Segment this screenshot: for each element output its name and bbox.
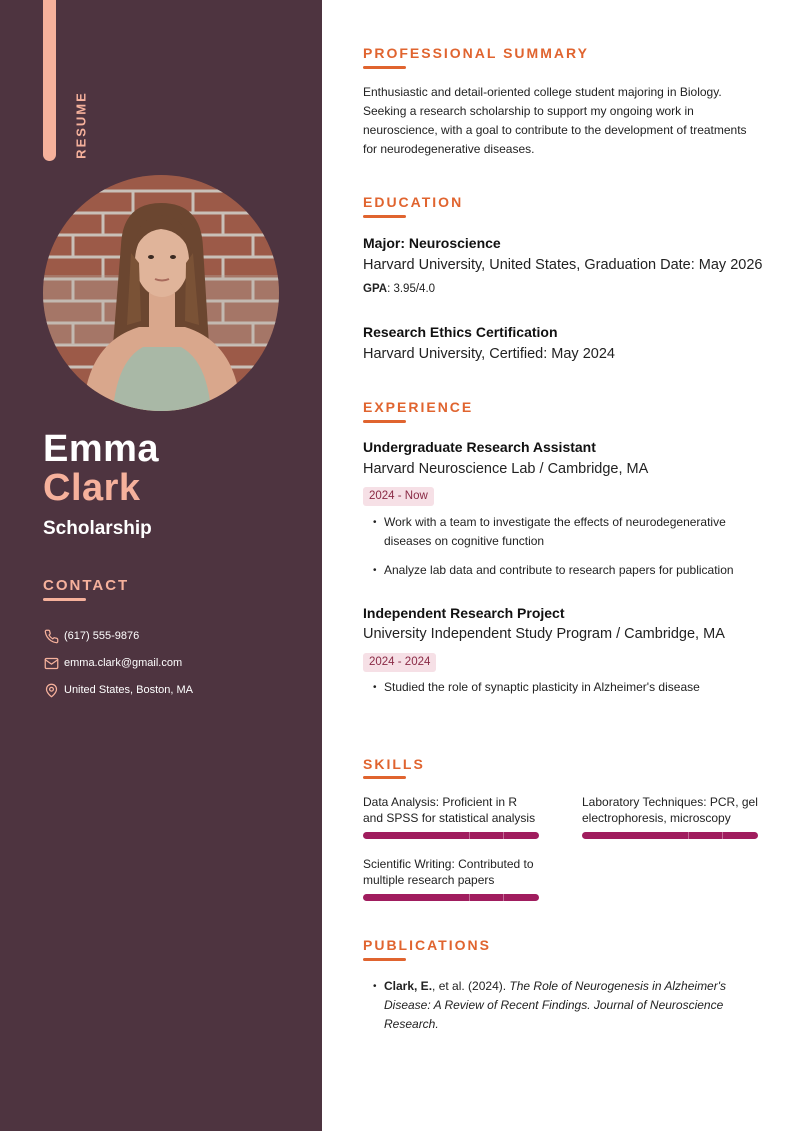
publication-author: Clark, E.	[384, 979, 433, 993]
last-name: Clark	[43, 467, 141, 509]
first-name: Emma	[43, 428, 160, 470]
experience-item-title: Undergraduate Research Assistant	[363, 439, 596, 455]
contact-location	[43, 681, 193, 699]
gpa-label: GPA	[363, 283, 388, 295]
phone-icon	[43, 628, 59, 644]
publication-details: , et al. (2024).	[432, 979, 510, 993]
experience-item-sub: Harvard Neuroscience Lab / Cambridge, MA	[363, 461, 649, 477]
gpa-line	[363, 283, 435, 295]
location-pin-icon	[43, 682, 59, 698]
sidebar	[0, 0, 322, 1131]
resume-label	[64, 90, 98, 160]
education-heading: EDUCATION	[363, 194, 464, 210]
summary-heading: PROFESSIONAL SUMMARY	[363, 45, 589, 61]
resume-label-text: RESUME	[73, 91, 89, 159]
experience-underline	[363, 420, 406, 423]
contact-underline	[43, 598, 86, 601]
resume-accent-bar	[43, 0, 56, 161]
skill-level-bar	[363, 832, 539, 839]
location-text: United States, Boston, MA	[64, 684, 194, 696]
education-item-sub: Harvard University, Certified: May 2024	[363, 346, 615, 362]
email-text: emma.clark@gmail.com	[64, 657, 183, 669]
publications-underline	[363, 958, 406, 961]
education-item-title: Research Ethics Certification	[363, 324, 558, 340]
contact-heading: CONTACT	[43, 577, 130, 594]
publication-title: The Role of Neurogenesis in Alzheimer's Disease: A Review of Recent Findings. Journal of Neuroscience Research.	[384, 979, 727, 1031]
profile-photo	[43, 175, 279, 411]
role-title: Scholarship	[43, 518, 152, 539]
skill-item	[363, 794, 539, 839]
skill-level-bar	[363, 894, 539, 901]
skill-label: Scientific Writing: Contributed to multiple research papers	[363, 857, 534, 887]
education-item-sub: Harvard University, United States, Graduation Date: May 2026	[363, 257, 763, 273]
summary-underline	[363, 66, 406, 69]
skill-label: Laboratory Techniques: PCR, gel electrophoresis, microscopy	[582, 795, 758, 825]
experience-heading: EXPERIENCE	[363, 399, 474, 415]
skill-label: Data Analysis: Proficient in R and SPSS for statistical analysis	[363, 795, 536, 825]
education-item-title: Major: Neuroscience	[363, 235, 501, 251]
experience-bullet: • Analyze lab data and contribute to research papers for publication	[373, 561, 758, 580]
experience-item-sub: University Independent Study Program / Cambridge, MA	[363, 626, 725, 642]
education-underline	[363, 215, 406, 218]
contact-email[interactable]	[43, 654, 182, 672]
phone-text: (617) 555-9876	[64, 630, 140, 642]
experience-bullet: • Studied the role of synaptic plasticity in Alzheimer's disease	[373, 678, 758, 697]
skill-item	[582, 794, 758, 839]
skills-heading: SKILLS	[363, 756, 425, 772]
gpa-value: : 3.95/4.0	[387, 283, 436, 295]
skill-item	[363, 856, 539, 901]
experience-item-title: Independent Research Project	[363, 605, 565, 621]
skill-level-bar	[582, 832, 758, 839]
date-badge: 2024 - Now	[363, 487, 434, 506]
publications-heading: PUBLICATIONS	[363, 937, 491, 953]
date-badge: 2024 - 2024	[363, 653, 436, 672]
publication-entry	[373, 977, 768, 1034]
experience-bullet: • Work with a team to investigate the effects of neurodegenerative diseases on cognitive function	[373, 513, 758, 551]
skills-underline	[363, 776, 406, 779]
mail-icon	[43, 655, 59, 671]
summary-text: Enthusiastic and detail-oriented college student majoring in Biology. Seeking a research scholarship to support my ongoing work in neuroscience, with a goal to contribute to the development of treatments for neurodegenerative diseases.	[363, 85, 747, 156]
contact-phone[interactable]	[43, 627, 139, 645]
